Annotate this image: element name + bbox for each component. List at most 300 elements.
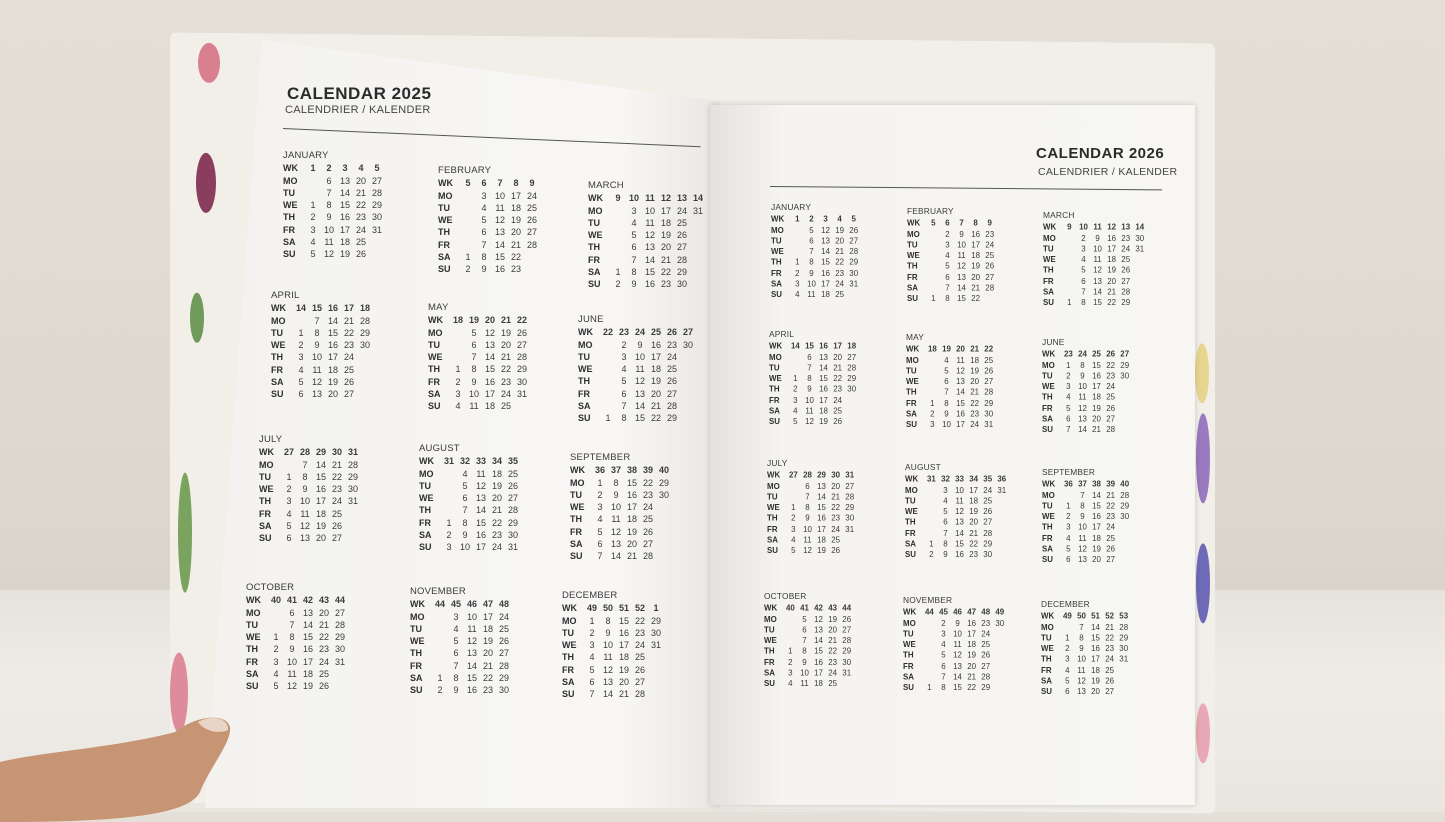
day-cell: [656, 526, 672, 538]
left-page-subtitle: CALENDRIER / KALENDER: [285, 104, 431, 116]
week-number: 22: [516, 315, 527, 326]
day-cell: 17: [814, 668, 823, 678]
week-number: 40: [785, 603, 795, 613]
day-cell: 27: [507, 493, 518, 504]
day-cell: 17: [510, 190, 521, 201]
day-cell: 21: [967, 672, 977, 682]
day-cell: 4: [631, 217, 637, 228]
day-cell: 8: [453, 673, 459, 684]
day-cell: 25: [981, 640, 991, 649]
day-cell: [460, 190, 476, 202]
day-cell: 28: [498, 660, 509, 671]
week-number: 4: [837, 214, 842, 224]
week-number: 17: [343, 303, 354, 314]
day-cell: 12: [286, 681, 297, 692]
day-cell: [993, 650, 1007, 661]
day-row: [764, 614, 854, 625]
month-name: APRIL: [769, 330, 795, 340]
day-row: [905, 506, 1009, 517]
day-cell: 29: [516, 364, 527, 375]
weekday-label: WE: [767, 503, 780, 512]
day-cell: 3: [310, 224, 316, 235]
week-label: WK: [246, 595, 261, 606]
weekday-label: TU: [1042, 501, 1053, 511]
month-december-right: [1041, 600, 1131, 697]
day-cell: 14: [1078, 425, 1087, 435]
week-number: 21: [500, 315, 511, 326]
day-row: [764, 668, 854, 679]
weekday-label: WE: [419, 493, 434, 504]
day-cell: 4: [273, 669, 279, 680]
day-cell: 21: [971, 283, 981, 293]
day-cell: 17: [650, 351, 661, 362]
day-cell: 5: [1081, 265, 1086, 275]
day-cell: 11: [611, 514, 621, 525]
day-cell: 23: [828, 657, 838, 667]
weekday-label: TH: [419, 505, 431, 516]
week-number-row: [1043, 222, 1147, 233]
day-cell: 25: [343, 364, 354, 375]
weekday-label: TH: [903, 650, 914, 660]
day-cell: [925, 355, 939, 366]
day-cell: [790, 235, 804, 246]
week-number: 13: [676, 193, 687, 204]
day-row: [588, 229, 706, 241]
day-cell: 10: [602, 640, 613, 651]
weekday-label: TU: [410, 623, 422, 634]
day-row: [1042, 500, 1132, 511]
day-cell: 19: [618, 664, 629, 675]
day-cell: 20: [650, 388, 661, 399]
day-row: [562, 664, 664, 676]
day-cell: 28: [516, 352, 527, 363]
day-cell: 21: [660, 254, 671, 265]
weekday-label: FR: [438, 239, 450, 250]
day-cell: [432, 660, 448, 672]
day-row: [1042, 544, 1132, 555]
day-cell: 8: [314, 327, 320, 338]
weekday-label: SU: [769, 417, 781, 427]
week-number: 45: [450, 599, 461, 610]
day-cell: 28: [507, 505, 518, 516]
week-number: 29: [315, 447, 326, 458]
day-cell: 23: [355, 212, 366, 223]
day-cell: 4: [944, 355, 949, 365]
day-cell: [847, 290, 861, 301]
day-cell: 2: [791, 513, 796, 523]
day-cell: 3: [455, 389, 461, 400]
week-number: 50: [602, 603, 613, 614]
day-row: [428, 339, 530, 351]
day-cell: 8: [289, 632, 295, 643]
day-cell: 22: [660, 267, 671, 278]
day-cell: [690, 241, 706, 253]
day-cell: 18: [971, 251, 981, 260]
day-row: [769, 406, 859, 417]
day-cell: [993, 683, 1007, 694]
month-name: NOVEMBER: [410, 586, 466, 597]
week-number: 31: [443, 456, 454, 467]
day-row: [419, 517, 521, 529]
day-cell: 16: [819, 384, 828, 394]
day-row: [578, 375, 696, 387]
month-name: JANUARY: [771, 203, 812, 213]
day-cell: 1: [791, 503, 796, 512]
week-number: 14: [790, 341, 800, 351]
week-number: 20: [956, 344, 965, 354]
week-number: 9: [529, 178, 535, 189]
day-row: [438, 239, 540, 251]
weekday-label: TH: [1042, 392, 1053, 402]
day-cell: 8: [631, 267, 637, 278]
week-number: 50: [1077, 611, 1086, 621]
week-label: WK: [906, 344, 920, 354]
day-cell: 25: [676, 217, 687, 228]
day-cell: 6: [1066, 414, 1071, 424]
day-cell: 2: [273, 644, 279, 655]
day-cell: [924, 528, 938, 539]
day-row: [578, 351, 696, 363]
day-cell: 16: [955, 550, 964, 560]
day-cell: 27: [666, 388, 677, 399]
day-cell: 4: [298, 364, 304, 375]
day-row: [410, 684, 512, 696]
day-row: [764, 679, 854, 690]
week-number: 5: [931, 218, 936, 228]
day-cell: [993, 628, 1007, 639]
day-cell: 6: [945, 272, 950, 282]
day-cell: 17: [1092, 522, 1101, 532]
day-cell: 1: [437, 673, 443, 684]
day-row: [438, 214, 540, 226]
day-cell: 2: [1065, 644, 1070, 653]
day-cell: [1062, 243, 1076, 254]
week-label: WK: [771, 214, 785, 224]
day-cell: 27: [1105, 687, 1115, 697]
day-cell: 5: [621, 376, 627, 387]
week-number: 33: [955, 474, 964, 484]
day-cell: 12: [602, 664, 613, 675]
day-row: [246, 656, 348, 668]
day-cell: 30: [1120, 512, 1130, 521]
day-cell: 26: [642, 526, 653, 537]
day-cell: 29: [847, 374, 857, 383]
day-row: [1041, 676, 1131, 687]
day-cell: 18: [618, 652, 629, 663]
day-cell: 26: [676, 230, 687, 241]
week-number: 33: [475, 456, 486, 467]
day-cell: [788, 362, 802, 373]
day-cell: 25: [831, 535, 841, 545]
day-cell: [690, 229, 706, 241]
day-cell: [922, 672, 936, 683]
day-cell: 25: [983, 496, 993, 506]
day-cell: 11: [1078, 392, 1087, 402]
day-row: [1041, 654, 1131, 665]
day-row: [907, 283, 997, 294]
day-cell: 1: [446, 517, 452, 528]
day-cell: 12: [1077, 676, 1086, 686]
weekday-label: FR: [1041, 665, 1052, 675]
day-cell: 16: [494, 264, 505, 275]
weekday-label: FR: [578, 388, 590, 399]
day-cell: 25: [355, 237, 366, 248]
weekday-label: TU: [283, 187, 295, 198]
week-number-row: [1041, 611, 1131, 622]
day-cell: 23: [1121, 233, 1131, 243]
day-cell: 26: [498, 636, 509, 647]
weekday-label: FR: [906, 398, 917, 408]
day-row: [419, 504, 521, 516]
weekday-label: TU: [769, 363, 780, 373]
day-cell: [1062, 276, 1076, 287]
weekday-label: SA: [771, 279, 783, 289]
day-cell: 6: [809, 236, 814, 246]
day-cell: 18: [484, 401, 495, 412]
weekday-label: WE: [246, 632, 261, 643]
day-cell: 25: [634, 652, 645, 663]
day-cell: 29: [1119, 633, 1129, 643]
day-cell: 30: [334, 644, 345, 655]
day-row: [562, 615, 664, 627]
day-cell: 12: [644, 230, 655, 241]
day-row: [428, 376, 530, 388]
week-number: 1: [653, 603, 659, 614]
day-cell: 16: [956, 409, 965, 419]
day-cell: 8: [802, 646, 807, 656]
day-cell: 25: [507, 468, 518, 479]
day-cell: 29: [984, 398, 994, 408]
week-number: 27: [1120, 349, 1130, 359]
month-name: NOVEMBER: [903, 596, 953, 606]
day-cell: 26: [831, 546, 841, 556]
weekday-label: TH: [1041, 654, 1052, 664]
day-cell: 29: [507, 517, 518, 528]
day-cell: 2: [437, 685, 443, 696]
day-cell: 2: [1066, 371, 1071, 381]
flower-decoration: [198, 43, 220, 83]
day-row: [1041, 665, 1131, 676]
day-row: [767, 535, 857, 546]
day-cell: 28: [842, 636, 852, 645]
day-cell: 1: [793, 374, 798, 383]
day-row: [1041, 643, 1131, 654]
day-cell: 19: [1091, 676, 1100, 686]
day-cell: 23: [985, 229, 995, 239]
weekday-label: TH: [271, 352, 283, 363]
week-number: 44: [334, 595, 345, 606]
weekday-label: SU: [1042, 555, 1054, 565]
day-cell: 22: [1106, 360, 1116, 370]
day-cell: [441, 468, 457, 480]
day-row: [905, 495, 1009, 506]
day-cell: 2: [298, 340, 304, 351]
weekday-label: SA: [903, 672, 915, 682]
day-cell: 20: [660, 242, 671, 253]
week-number: 19: [942, 344, 951, 354]
day-cell: [648, 651, 664, 663]
day-row: [283, 199, 385, 211]
week-number: 18: [927, 344, 937, 354]
day-cell: [845, 395, 859, 406]
day-cell: 19: [1107, 265, 1117, 275]
day-row: [771, 225, 861, 236]
day-cell: 13: [602, 677, 613, 688]
weekday-label: SA: [769, 406, 781, 416]
day-cell: [690, 217, 706, 229]
day-cell: 1: [927, 683, 932, 693]
day-cell: [926, 239, 940, 250]
day-cell: 16: [618, 627, 629, 638]
week-number: 40: [1120, 479, 1130, 489]
day-cell: 8: [1080, 501, 1085, 511]
weekday-label: FR: [1042, 403, 1053, 413]
day-cell: [924, 506, 938, 517]
day-cell: 14: [610, 551, 621, 562]
weekday-label: TH: [562, 652, 574, 663]
day-cell: 2: [286, 484, 292, 495]
day-cell: 15: [1093, 298, 1102, 308]
week-number: 40: [270, 595, 281, 606]
day-cell: 22: [355, 200, 366, 211]
week-number: 45: [939, 607, 948, 617]
week-number: 2: [809, 214, 814, 224]
day-cell: 11: [495, 202, 505, 213]
day-row: [283, 248, 385, 260]
day-cell: 3: [1065, 654, 1070, 664]
day-cell: 4: [943, 496, 948, 506]
weekday-label: TH: [578, 376, 590, 387]
day-cell: 19: [510, 215, 521, 226]
day-cell: 28: [676, 254, 687, 265]
day-cell: 2: [941, 618, 946, 628]
day-cell: 7: [944, 387, 949, 397]
day-cell: 26: [1106, 544, 1116, 554]
day-cell: 1: [795, 257, 800, 267]
day-cell: 17: [482, 611, 493, 622]
day-cell: 7: [621, 401, 627, 412]
flower-decoration: [1196, 543, 1210, 623]
day-cell: [786, 481, 800, 492]
weekday-label: TH: [769, 384, 780, 394]
month-august-left: [419, 443, 521, 554]
weekday-label: SA: [1041, 676, 1053, 686]
week-number: 17: [833, 341, 843, 351]
day-cell: 3: [481, 190, 487, 201]
day-row: [428, 351, 530, 363]
day-cell: [925, 376, 939, 387]
day-cell: 9: [314, 340, 320, 351]
day-cell: [1133, 287, 1147, 298]
day-cell: 13: [953, 661, 962, 671]
day-cell: 23: [634, 627, 645, 638]
day-cell: [993, 639, 1007, 650]
day-cell: 11: [957, 251, 966, 260]
day-cell: [610, 254, 626, 266]
month-january-right: [771, 203, 861, 300]
day-cell: 9: [637, 339, 643, 350]
week-number-row: [767, 470, 857, 481]
day-row: [771, 279, 861, 290]
day-cell: 25: [1106, 533, 1116, 543]
day-row: [588, 217, 706, 229]
weekday-label: TU: [906, 366, 917, 376]
weekday-label: SU: [907, 294, 919, 304]
day-cell: 2: [795, 268, 800, 278]
day-cell: 31: [347, 496, 358, 507]
day-cell: [610, 229, 626, 241]
day-row: [271, 315, 373, 327]
day-cell: 31: [334, 656, 345, 667]
weekday-label: TU: [570, 489, 582, 500]
day-cell: 26: [984, 366, 994, 376]
weekday-label: SA: [410, 673, 423, 684]
day-cell: 5: [943, 507, 948, 516]
day-cell: 26: [849, 225, 859, 235]
day-cell: 12: [821, 225, 830, 235]
day-cell: 3: [446, 542, 452, 553]
week-number: 36: [997, 474, 1007, 484]
day-row: [410, 611, 512, 623]
day-cell: [460, 202, 476, 214]
week-label: WK: [903, 607, 917, 617]
day-row: [771, 246, 861, 257]
day-cell: 13: [1093, 276, 1102, 286]
day-cell: [924, 517, 938, 528]
day-cell: 25: [828, 679, 838, 689]
month-name: MAY: [906, 333, 925, 343]
day-cell: 30: [371, 212, 382, 223]
day-cell: 3: [793, 395, 798, 405]
day-cell: 11: [469, 401, 479, 412]
day-cell: 26: [983, 507, 993, 516]
day-cell: 11: [324, 237, 334, 248]
week-label: WK: [271, 303, 286, 314]
day-row: [767, 524, 857, 535]
week-label: WK: [438, 178, 453, 189]
day-cell: 18: [1107, 255, 1117, 264]
day-row: [570, 550, 672, 562]
day-cell: 5: [941, 650, 946, 660]
day-cell: 6: [805, 481, 810, 491]
day-cell: 17: [327, 352, 338, 363]
day-cell: 15: [634, 413, 645, 424]
day-cell: 9: [631, 279, 637, 290]
day-row: [410, 623, 512, 635]
day-cell: 25: [642, 514, 653, 525]
left-page-title: CALENDAR 2025: [287, 84, 432, 103]
day-row: [438, 190, 540, 202]
day-cell: 10: [957, 240, 966, 250]
day-cell: [610, 205, 626, 217]
weekday-label: FR: [283, 224, 295, 235]
day-cell: 22: [491, 517, 502, 528]
day-row: [410, 635, 512, 647]
day-cell: 24: [831, 524, 841, 534]
weekday-label: SA: [906, 409, 918, 419]
weekday-label: TU: [271, 327, 283, 338]
day-row: [1041, 632, 1131, 643]
weekday-label: SA: [259, 521, 272, 532]
month-name: FEBRUARY: [907, 207, 954, 217]
day-cell: 31: [997, 485, 1007, 495]
weekday-label: MO: [1043, 233, 1056, 243]
day-cell: 7: [805, 492, 810, 502]
day-cell: 23: [642, 489, 653, 500]
week-number: 52: [634, 603, 645, 614]
week-number: 41: [800, 603, 809, 613]
month-name: FEBRUARY: [438, 165, 492, 176]
